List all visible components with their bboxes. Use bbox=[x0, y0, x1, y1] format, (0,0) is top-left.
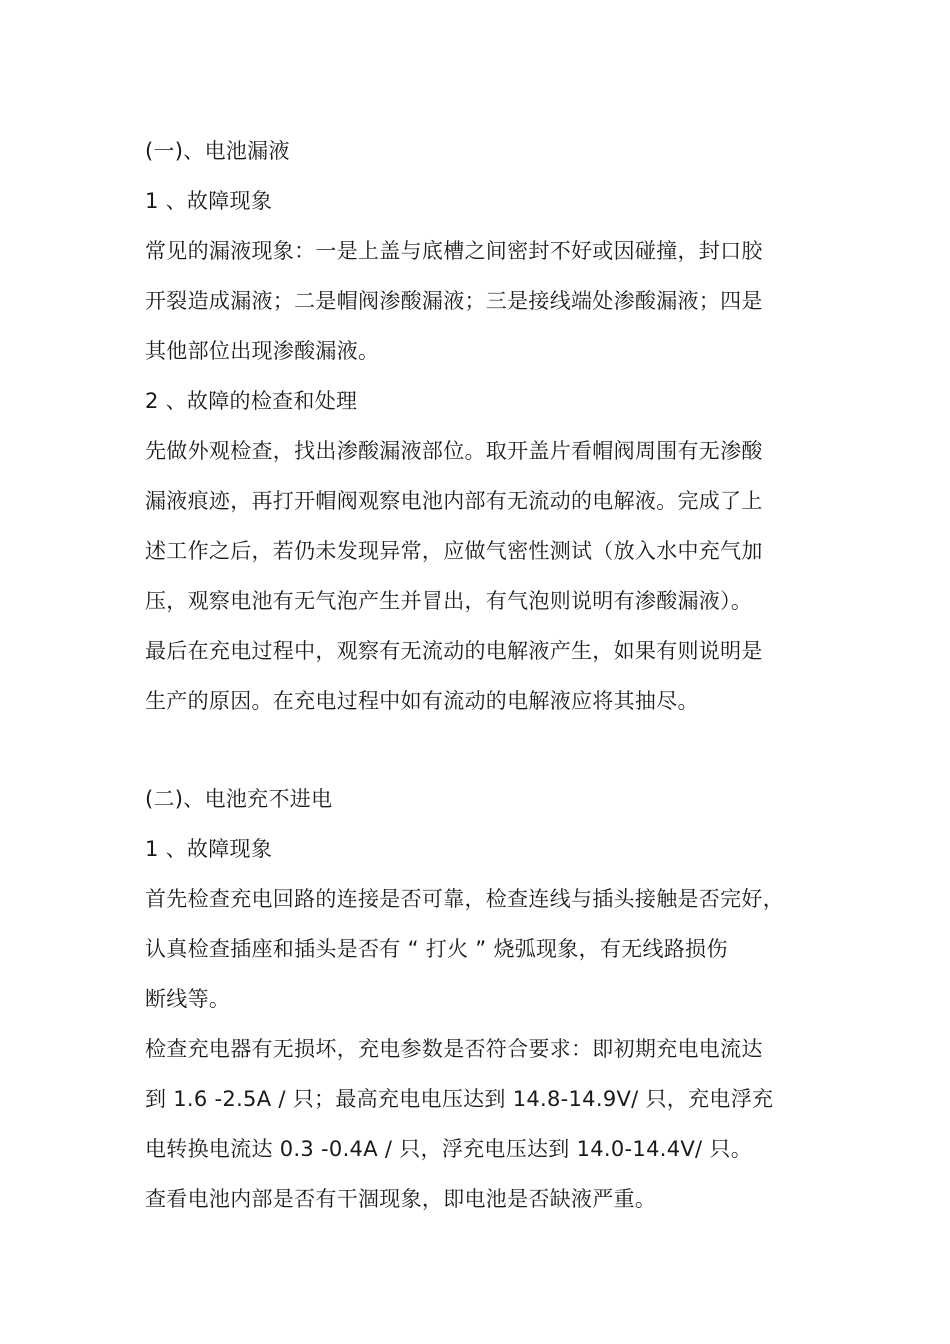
section-heading: (一)、电池漏液 bbox=[145, 139, 290, 163]
text-line: 最后在充电过程中，观察有无流动的电解液产生，如果有则说明是 bbox=[145, 639, 763, 663]
text-line: 常见的漏液现象：一是上盖与底槽之间密封不好或因碰撞，封口胶 bbox=[145, 239, 763, 263]
text-line: 查看电池内部是否有干涸现象，即电池是否缺液严重。 bbox=[145, 1187, 657, 1211]
paragraph bbox=[145, 226, 815, 376]
paragraph bbox=[145, 874, 815, 1024]
text-line: 检查充电器有无损坏，充电参数是否符合要求：即初期充电电流达 bbox=[145, 1037, 763, 1061]
text-line: 电转换电流达 0.3 -0.4A / 只，浮充电压达到 14.0-14.4V/ 只。 bbox=[145, 1137, 752, 1161]
paragraph bbox=[145, 1174, 815, 1224]
text-line: 述工作之后，若仍未发现异常，应做气密性测试（放入水中充气加 bbox=[145, 539, 763, 563]
section-spacer bbox=[145, 726, 815, 774]
text-line: 生产的原因。在充电过程中如有流动的电解液应将其抽尽。 bbox=[145, 689, 699, 713]
section-heading: (二)、电池充不进电 bbox=[145, 787, 333, 811]
text-line: 压，观察电池有无气泡产生并冒出，有气泡则说明有渗酸漏液）。 bbox=[145, 589, 753, 613]
text-line: 其他部位出现渗酸漏液。 bbox=[145, 339, 380, 363]
text-line: 开裂造成漏液；二是帽阀渗酸漏液；三是接线端处渗酸漏液；四是 bbox=[145, 289, 763, 313]
text-line: 先做外观检查，找出渗酸漏液部位。取开盖片看帽阀周围有无渗酸 bbox=[145, 439, 763, 463]
document-page bbox=[145, 126, 815, 1224]
text-line: 认真检查插座和插头是否有 “ 打火 ” 烧弧现象，有无线路损伤 bbox=[145, 937, 728, 961]
text-line: 到 1.6 -2.5A / 只；最高充电电压达到 14.8-14.9V/ 只，充电浮充 bbox=[145, 1087, 774, 1111]
paragraph bbox=[145, 426, 815, 726]
subheading: 1 、故障现象 bbox=[145, 837, 273, 861]
text-line: 首先检查充电回路的连接是否可靠，检查连线与插头接触是否完好， bbox=[145, 887, 784, 911]
subheading: 1 、故障现象 bbox=[145, 189, 273, 213]
subheading: 2 、故障的检查和处理 bbox=[145, 389, 358, 413]
text-line: 断线等。 bbox=[145, 987, 231, 1011]
paragraph bbox=[145, 1024, 815, 1174]
text-line: 漏液痕迹，再打开帽阀观察电池内部有无流动的电解液。完成了上 bbox=[145, 489, 763, 513]
